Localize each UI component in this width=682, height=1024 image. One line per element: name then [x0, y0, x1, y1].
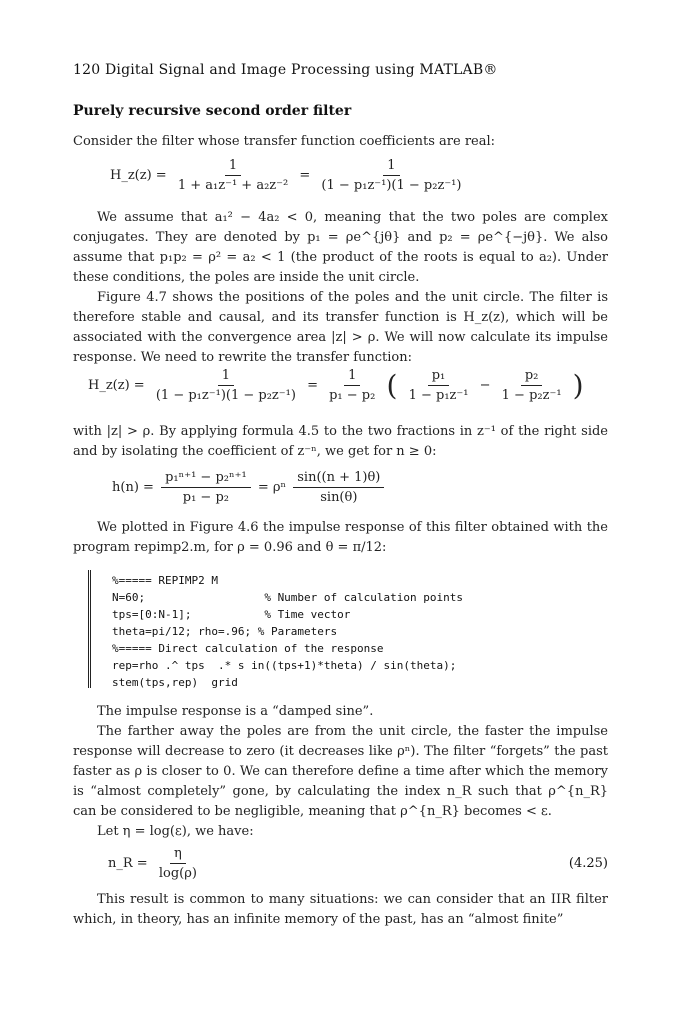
paragraph-5: We plotted in Figure 4.6 the impulse response of this filter obtained with the program repimp2.m, for ρ = 0.96 and θ = π/12:: [73, 520, 608, 555]
eq2-fraction-1: [152, 368, 300, 403]
eq2-fraction-4: [498, 368, 566, 403]
equation-number: (4.25): [568, 856, 608, 871]
eq3-f2-denominator: sin(θ): [320, 490, 358, 505]
eq2-right-paren: ): [572, 369, 584, 402]
eq2-equals: =: [307, 378, 318, 393]
eq3-f2-numerator: sin((n + 1)θ): [293, 470, 384, 488]
eq2-f3-denominator: 1 − p₁z⁻¹: [408, 388, 469, 403]
code-line: tps=[0:N-1]; % Time vector: [112, 608, 351, 621]
eq4-numerator: η: [170, 846, 186, 864]
paragraph-3: Figure 4.7 shows the positions of the poles and the unit circle. The filter is therefore stable and causal, and its transfer function is H_z(z), which will be associated with the convergence area |z| > ρ. We will now calculate its impulse response. We need to rewrite the transfer function:: [73, 290, 608, 365]
eq2-f4-denominator: 1 − p₂z⁻¹: [501, 388, 562, 403]
eq3-f1-numerator: p₁ⁿ⁺¹ − p₂ⁿ⁺¹: [161, 470, 251, 488]
code-line: stem(tps,rep) grid: [112, 676, 238, 689]
eq1-f1-numerator: 1: [225, 158, 241, 176]
eq3-fraction-2: [293, 470, 384, 505]
eq4-denominator: log(ρ): [158, 866, 197, 881]
eq2-f3-numerator: p₁: [428, 368, 450, 386]
eq2-f4-numerator: p₂: [521, 368, 543, 386]
eq1-f2-numerator: 1: [383, 158, 399, 176]
eq3-equals-rho: = ρⁿ: [257, 480, 287, 495]
eq2-f2-numerator: 1: [344, 368, 360, 386]
running-head: 120 Digital Signal and Image Processing using MATLAB®: [73, 62, 498, 78]
eq2-lhs: H_z(z) =: [88, 378, 145, 393]
eq3-lhs: h(n) =: [112, 480, 154, 495]
paragraph-4: with |z| > ρ. By applying formula 4.5 to the two fractions in z⁻¹ of the right side and by isolating the coefficient of z⁻ⁿ, we get for n ≥ 0:: [73, 424, 608, 459]
eq1-lhs: H_z(z) =: [110, 168, 167, 183]
eq1-equals: =: [299, 168, 311, 183]
eq4-lhs: n_R =: [108, 856, 148, 871]
paragraph-8: Let η = log(ε), we have:: [97, 824, 254, 839]
eq2-left-paren: (: [386, 369, 398, 402]
eq1-fraction-1: [174, 158, 292, 193]
section-title: Purely recursive second order filter: [73, 103, 352, 119]
eq2-f2-denominator: p₁ − p₂: [329, 388, 376, 403]
eq2-fraction-2: [325, 368, 379, 403]
eq4-fraction: [155, 846, 201, 881]
eq2-minus: −: [479, 378, 491, 393]
paragraph-9: This result is common to many situations: we can consider that an IIR filter which, in theory, has an infinite memory of the past, has an “almost finite”: [73, 892, 608, 927]
eq3-fraction-1: [161, 470, 251, 505]
paragraph-7: The farther away the poles are from the unit circle, the faster the impulse response will decrease to zero (it decreases like ρⁿ). The filter “forgets” the past faster as ρ is closer to 0. We can therefore define a time after which the memory is “almost completely” gone, by calculating the index n_R such that ρ^{n_R} can be considered to be negligible, meaning that ρ^{n_R} becomes < ε.: [73, 724, 608, 819]
code-line: rep=rho .^ tps .* s in((tps+1)*theta) / sin(theta);: [112, 659, 457, 672]
equation-partial-fractions: [88, 368, 584, 403]
eq2-f1-denominator: (1 − p₁z⁻¹)(1 − p₂z⁻¹): [155, 388, 296, 403]
code-line: theta=pi/12; rho=.96; % Parameters: [112, 625, 338, 638]
equation-transfer-function: [110, 158, 468, 193]
eq2-fraction-3: [405, 368, 473, 403]
paragraph-1: Consider the filter whose transfer function coefficients are real:: [73, 134, 496, 149]
code-line: %===== REPIMP2 M: [112, 574, 218, 587]
equation-impulse-response: [112, 470, 387, 505]
eq1-f2-denominator: (1 − p₁z⁻¹)(1 − p₂z⁻¹): [321, 178, 462, 193]
paragraph-6: The impulse response is a “damped sine”.: [97, 704, 374, 719]
equation-memory-index: [108, 846, 204, 881]
eq1-f1-denominator: 1 + a₁z⁻¹ + a₂z⁻²: [177, 178, 289, 193]
code-line: N=60; % Number of calculation points: [112, 591, 463, 604]
eq2-f1-numerator: 1: [218, 368, 234, 386]
paragraph-2: We assume that a₁² − 4a₂ < 0, meaning that the two poles are complex conjugates. They are denoted by p₁ = ρe^{jθ} and p₂ = ρe^{−jθ}. We also assume that p₁p₂ = ρ² = a₂ < 1 (the product of the roots is equal to a₂). Under these conditions, the poles are inside the unit circle.: [73, 210, 608, 285]
eq3-f1-denominator: p₁ − p₂: [182, 490, 229, 505]
eq1-fraction-2: [317, 158, 465, 193]
code-line: %===== Direct calculation of the response: [112, 642, 384, 655]
